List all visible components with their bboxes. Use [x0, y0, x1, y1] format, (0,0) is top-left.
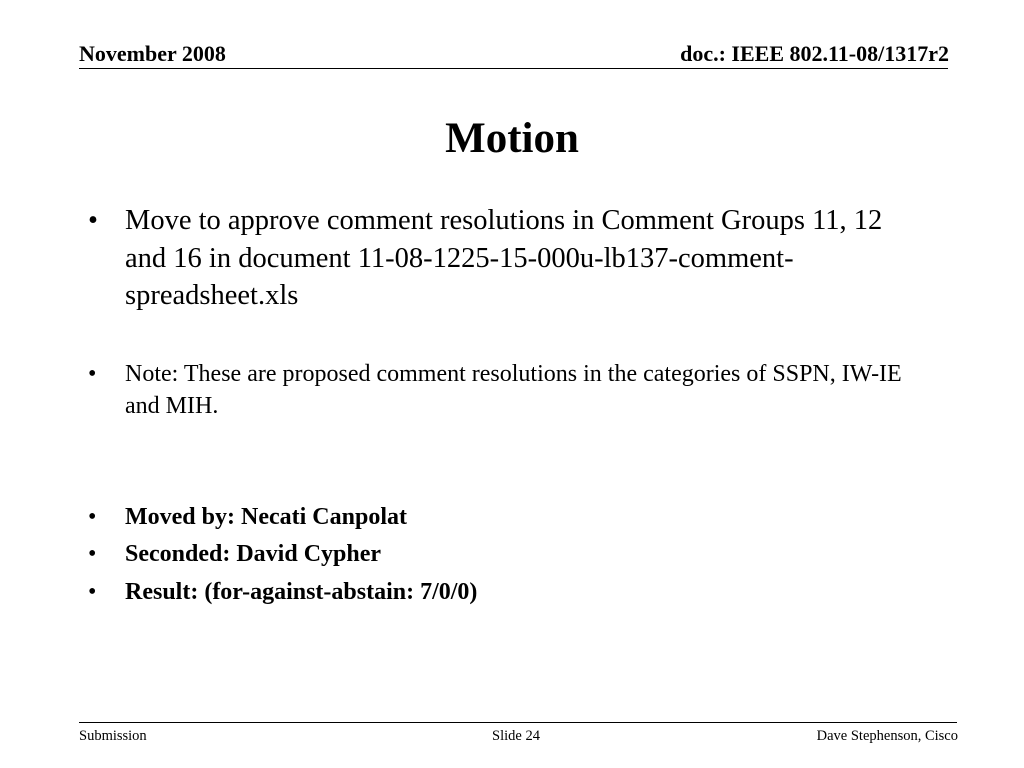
bullet-seconded-text: Seconded: David Cypher	[125, 541, 382, 567]
bullet-moved-by	[84, 501, 904, 533]
footer-slide-number: Slide 24	[492, 728, 540, 744]
bullet-result-text: Result: (for-against-abstain: 7/0/0)	[125, 579, 478, 605]
bullet-marker: •	[88, 541, 97, 567]
bullet-note	[84, 358, 904, 422]
footer-divider	[79, 722, 957, 723]
slide-title: Motion	[445, 115, 579, 162]
bullet-seconded	[84, 538, 904, 570]
bullet-marker: •	[88, 205, 98, 236]
footer-author: Dave Stephenson, Cisco	[816, 728, 958, 744]
header-divider	[79, 68, 948, 69]
bullet-note-text: Note: These are proposed comment resolutions in the categories of SSPN, IW-IE and MIH.	[125, 361, 902, 419]
bullet-motion-text: Move to approve comment resolutions in Comment Groups 11, 12 and 16 in document 11-08-1225-15-000u-lb137-comment-spreadsheet.xls	[125, 205, 883, 311]
header-date: November 2008	[79, 41, 226, 66]
bullet-marker: •	[88, 361, 97, 387]
bullet-result	[84, 576, 904, 608]
bullet-motion	[84, 202, 904, 315]
bullet-moved-by-text: Moved by: Necati Canpolat	[125, 504, 407, 530]
bullet-marker: •	[88, 504, 97, 530]
header-document-id: doc.: IEEE 802.11-08/1317r2	[680, 41, 949, 66]
footer-submission: Submission	[79, 728, 147, 744]
bullet-marker: •	[88, 579, 97, 605]
